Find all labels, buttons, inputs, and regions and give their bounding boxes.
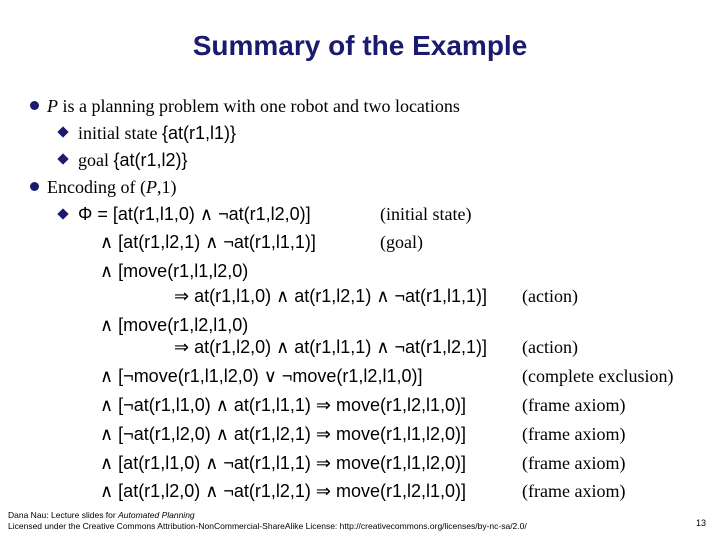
- sub-bullet-diamond-icon: [57, 208, 68, 219]
- bullet-dot-icon: [30, 101, 39, 110]
- formula-note-2: (goal): [380, 232, 423, 252]
- sub-bullet-goal: [78, 148, 188, 172]
- sub-bullet-diamond-icon: [57, 126, 68, 137]
- formula-note-10: (frame axiom): [522, 453, 626, 473]
- formula-line-6: ⇒ at(r1,l2,0) ∧ at(r1,l1,1) ∧ ¬at(r1,l2,1)]: [174, 337, 488, 357]
- formula-note-4: (action): [522, 286, 578, 306]
- problem-symbol: P: [47, 96, 58, 116]
- initial-label: initial state: [78, 123, 162, 143]
- goal-value: {at(r1,l2)}: [113, 150, 188, 170]
- sub-bullet-diamond-icon: [57, 153, 68, 164]
- goal-label: goal: [78, 150, 114, 170]
- bullet-dot-icon: [30, 182, 39, 191]
- bullet-problem: [47, 94, 460, 118]
- formula-line-1: Φ = [at(r1,l1,0) ∧ ¬at(r1,l2,0)]: [78, 204, 311, 224]
- footer-credit: [8, 510, 195, 521]
- encoding-prefix: Encoding of (: [47, 177, 146, 197]
- page-number: 13: [695, 518, 706, 528]
- formula-note-8: (frame axiom): [522, 395, 626, 415]
- formula-line-3: ∧ [move(r1,l1,l2,0): [100, 261, 249, 281]
- formula-line-8: ∧ [¬at(r1,l1,0) ∧ at(r1,l1,1) ⇒ move(r1,l2,l1,0)]: [100, 395, 467, 415]
- formula-line-2: ∧ [at(r1,l2,1) ∧ ¬at(r1,l1,1)]: [100, 232, 316, 252]
- formula-note-7: (complete exclusion): [522, 366, 674, 386]
- encoding-suffix: ,1): [156, 177, 177, 197]
- sub-bullet-initial: [78, 121, 236, 145]
- formula-line-10: ∧ [at(r1,l1,0) ∧ ¬at(r1,l1,1) ⇒ move(r1,l1,l2,0)]: [100, 453, 467, 473]
- footer-credit-prefix: Dana Nau: Lecture slides for: [8, 510, 119, 520]
- bullet-encoding: [47, 175, 176, 199]
- slide-title: Summary of the Example: [192, 30, 528, 61]
- initial-value: {at(r1,l1)}: [161, 123, 237, 143]
- formula-line-5: ∧ [move(r1,l2,l1,0): [100, 315, 249, 335]
- footer-book-title: Automated Planning: [118, 510, 195, 520]
- formula-line-9: ∧ [¬at(r1,l2,0) ∧ at(r1,l2,1) ⇒ move(r1,l1,l2,0)]: [100, 424, 467, 444]
- formula-note-1: (initial state): [380, 204, 472, 224]
- bullet-problem-text: is a planning problem with one robot and two locations: [58, 96, 460, 116]
- formula-line-7: ∧ [¬move(r1,l1,l2,0) ∨ ¬move(r1,l2,l1,0)]: [100, 366, 423, 386]
- footer-license: Licensed under the Creative Commons Attribution-NonCommercial-ShareAlike License: http://creativecommons.org/licenses/by-nc-sa/2.0/: [8, 521, 527, 531]
- encoding-symbol: P: [145, 177, 157, 197]
- formula-line-11: ∧ [at(r1,l2,0) ∧ ¬at(r1,l2,1) ⇒ move(r1,l2,l1,0)]: [100, 481, 467, 501]
- formula-note-6: (action): [522, 337, 578, 357]
- formula-note-11: (frame axiom): [522, 481, 626, 501]
- formula-note-9: (frame axiom): [522, 424, 626, 444]
- formula-line-4: ⇒ at(r1,l1,0) ∧ at(r1,l2,1) ∧ ¬at(r1,l1,1)]: [174, 286, 488, 306]
